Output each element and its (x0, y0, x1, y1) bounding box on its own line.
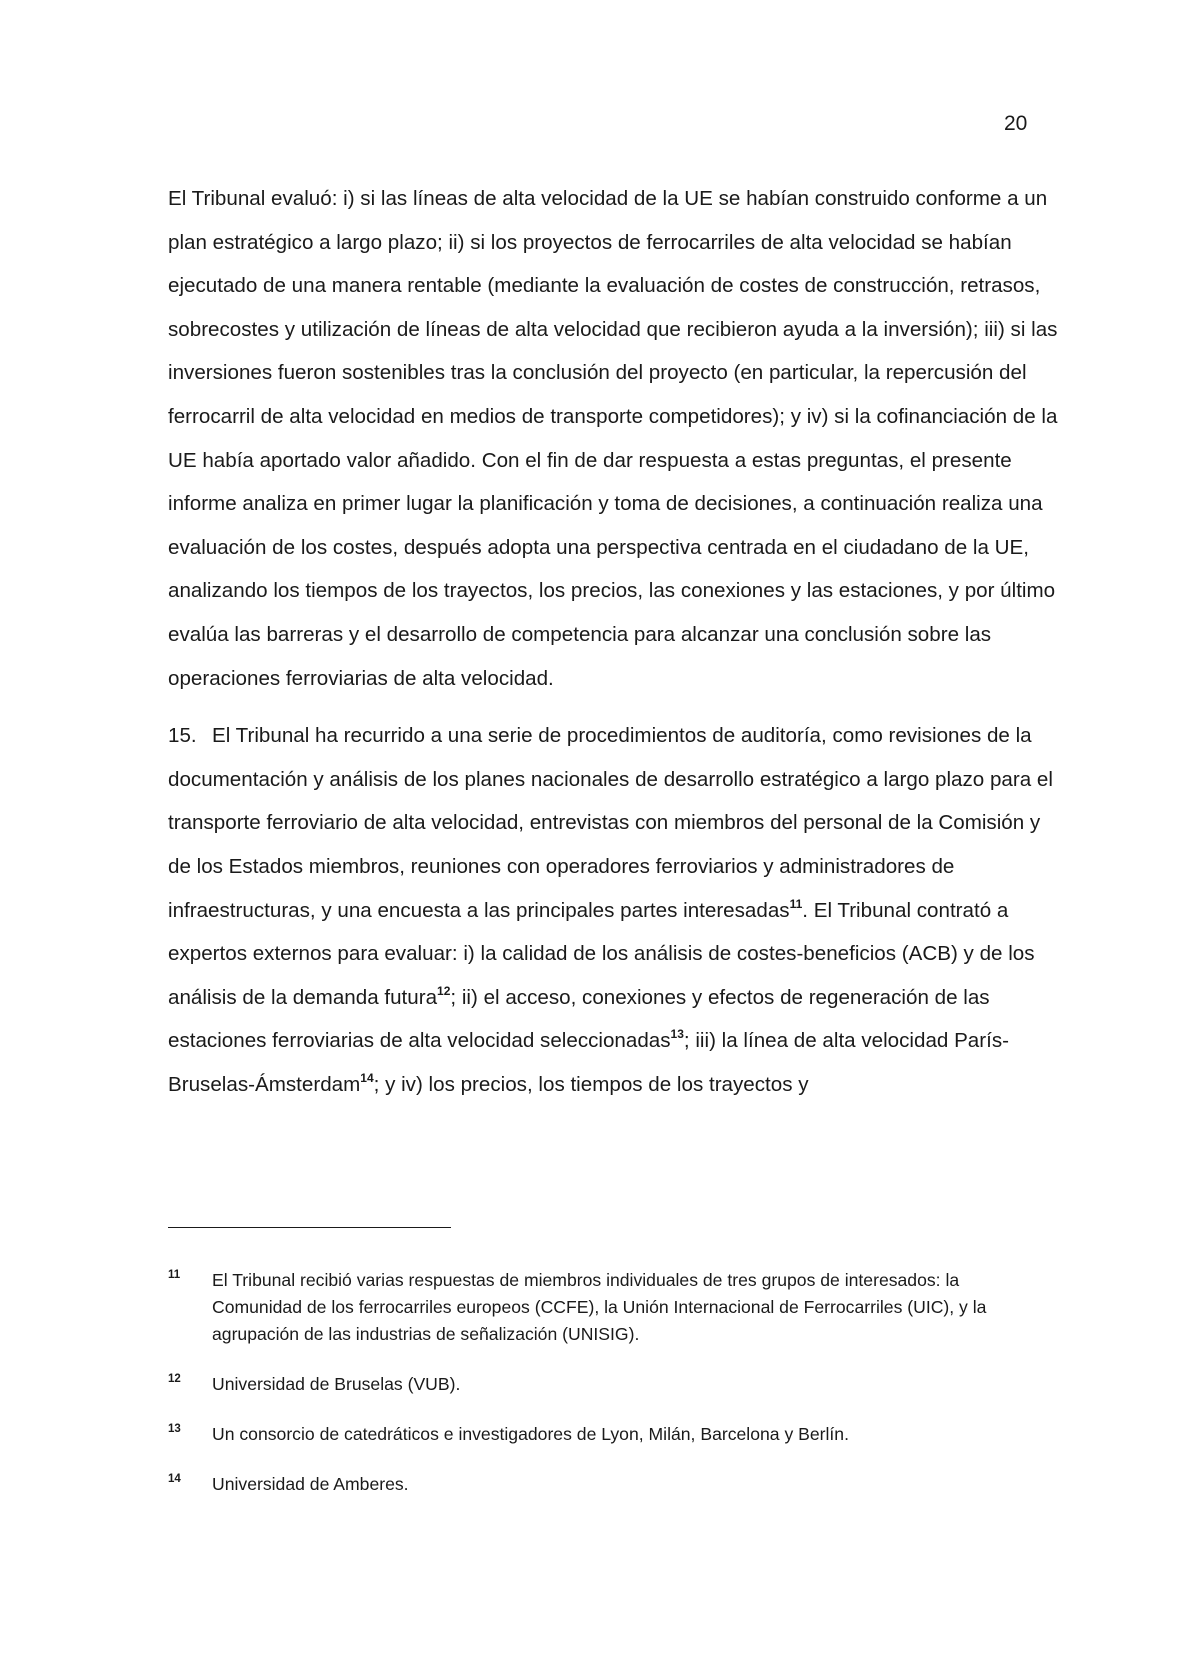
footnote-number: 12 (168, 1373, 181, 1385)
footnote-ref-11[interactable]: 11 (789, 896, 803, 911)
paragraph-15 (168, 714, 1062, 1106)
footnote-text: Universidad de Bruselas (VUB). (212, 1374, 461, 1394)
footnote-text: El Tribunal recibió varias respuestas de miembros individuales de tres grupos de interesados: la Comunidad de los ferrocarriles europeos (CCFE), la Unión Internacional de Ferrocarriles (UIC), y la agrupación de las industrias de señalización (UNISIG). (212, 1270, 987, 1344)
paragraph-number: 15. (168, 724, 197, 748)
footnote-text: Un consorcio de catedráticos e investigadores de Lyon, Milán, Barcelona y Berlín. (212, 1424, 849, 1444)
footnote-14 (168, 1471, 1068, 1498)
footnote-11 (168, 1267, 1068, 1348)
paragraph-15-text-5: ; y iv) los precios, los tiempos de los trayectos y (373, 1072, 809, 1096)
footnote-ref-14[interactable]: 14 (360, 1070, 374, 1085)
paragraph-intro: El Tribunal evaluó: i) si las líneas de alta velocidad de la UE se habían construido conforme a un plan estratégico a largo plazo; ii) si los proyectos de ferrocarriles de alta velocidad se habían ejecutado de una manera rentable (mediante la evaluación de costes de construcción, retrasos, sobrecostes y utilización de líneas de alta velocidad que recibieron ayuda a la inversión); iii) si las inversiones fueron sostenibles tras la conclusión del proyecto (en particular, la repercusión del ferrocarril de alta velocidad en medios de transporte competidores); y iv) si la cofinanciación de la UE había aportado valor añadido. Con el fin de dar respuesta a estas preguntas, el presente informe analiza en primer lugar la planificación y toma de decisiones, a continuación realiza una evaluación de los costes, después adopta una perspectiva centrada en el ciudadano de la UE, analizando los tiempos de los trayectos, los precios, las conexiones y las estaciones, y por último evalúa las barreras y el desarrollo de competencia para alcanzar una conclusión sobre las operaciones ferroviarias de alta velocidad. (168, 187, 1058, 690)
footnote-12 (168, 1371, 1068, 1398)
main-body (168, 177, 1062, 1106)
footnote-text: Universidad de Amberes. (212, 1474, 409, 1494)
footnote-number: 11 (168, 1269, 181, 1281)
paragraph-15-text-2: . El Tribunal contrató a expertos externos para evaluar: i) la calidad de los análisis de costes-beneficios (ACB) y de los análisis de la demanda futura (168, 898, 1035, 1009)
footnote-13 (168, 1421, 1068, 1448)
paragraph-15-text-1: El Tribunal ha recurrido a una serie de procedimientos de auditoría, como revisiones de la documentación y análisis de los planes nacionales de desarrollo estratégico a largo plazo para el transporte ferroviario de alta velocidad, entrevistas con miembros del personal de la Comisión y de los Estados miembros, reuniones con operadores ferroviarios y administradores de infraestructuras, y una encuesta a las principales partes interesadas (168, 724, 1053, 922)
footnotes-section (168, 1267, 1068, 1498)
paragraph-15-text-4: ; iii) la línea de alta velocidad París-Bruselas-Ámsterdam (168, 1029, 1009, 1096)
footnote-separator (168, 1227, 451, 1228)
page-number: 20 (1004, 112, 1028, 135)
footnote-ref-13[interactable]: 13 (670, 1027, 684, 1042)
footnote-number: 14 (168, 1473, 181, 1485)
paragraph-15-text-3: ; ii) el acceso, conexiones y efectos de regeneración de las estaciones ferroviarias de alta velocidad seleccionadas (168, 985, 990, 1053)
footnote-number: 13 (168, 1423, 181, 1435)
footnote-ref-12[interactable]: 12 (437, 983, 451, 998)
